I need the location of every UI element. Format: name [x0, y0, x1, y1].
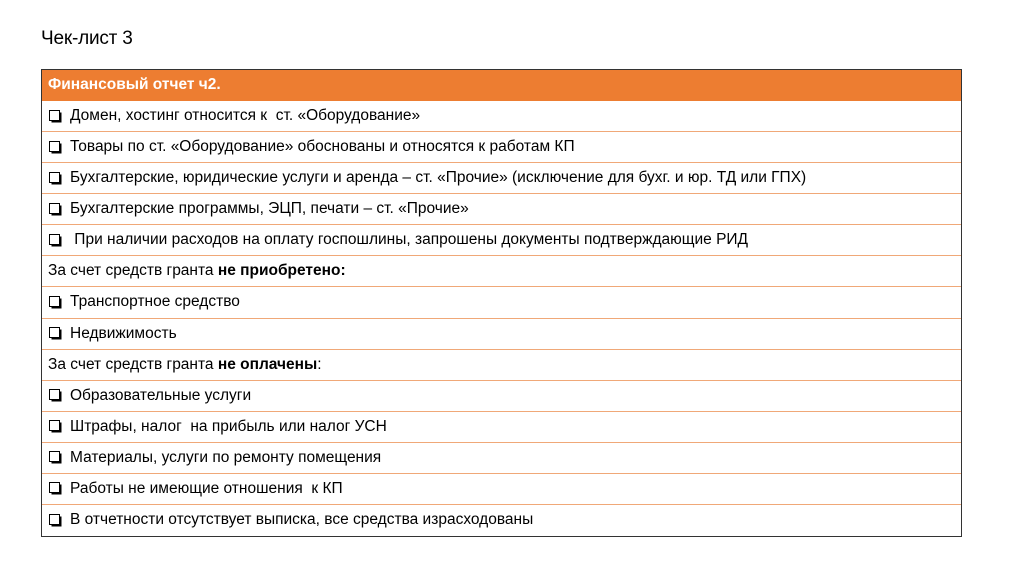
checklist-item-label: Недвижимость — [70, 324, 177, 342]
checklist-item-label: Бухгалтерские, юридические услуги и аренда – ст. «Прочие» (исключение для бухг. и юр. ТД или ГПХ) — [70, 169, 807, 187]
checkbox-icon — [49, 203, 60, 214]
section-heading-suffix: : — [317, 355, 322, 373]
section-heading-not-paid — [42, 350, 961, 381]
table-header — [42, 70, 961, 101]
checklist-item — [42, 163, 961, 194]
checklist-item-label: Товары по ст. «Оборудование» обоснованы и относятся к работам КП — [70, 138, 575, 156]
checklist-item — [42, 287, 961, 318]
checklist-item-label: Штрафы, налог на прибыль или налог УСН — [70, 417, 387, 435]
checklist-item-label: Материалы, услуги по ремонту помещения — [70, 448, 382, 466]
checkbox-icon — [49, 482, 60, 493]
checkbox-icon — [49, 327, 60, 338]
checkbox-icon — [49, 141, 60, 152]
table-header-label: Финансовый отчет ч2. — [48, 76, 221, 94]
checklist-item — [42, 225, 961, 256]
checklist-item — [42, 412, 961, 443]
checklist-item — [42, 443, 961, 474]
checklist-item — [42, 474, 961, 505]
checkbox-icon — [49, 110, 60, 121]
checklist-item-label: Бухгалтерские программы, ЭЦП, печати – ст. «Прочие» — [70, 200, 469, 218]
checklist-item-label: Домен, хостинг относится к ст. «Оборудование» — [70, 107, 421, 125]
checkbox-icon — [49, 451, 60, 462]
checkbox-icon — [49, 389, 60, 400]
checkbox-icon — [49, 420, 60, 431]
checkbox-icon — [49, 172, 60, 183]
checklist-item — [42, 101, 961, 132]
slide-title: Чек-лист 3 — [41, 28, 133, 49]
checklist-item-label: Работы не имеющие отношения к КП — [70, 479, 343, 497]
section-heading-prefix: За счет средств гранта — [48, 355, 218, 373]
checklist-item — [42, 505, 961, 536]
checklist-item-label: В отчетности отсутствует выписка, все средства израсходованы — [70, 511, 534, 529]
checkbox-icon — [49, 296, 60, 307]
checklist-item-label: Транспортное средство — [70, 293, 240, 311]
checklist-item-label: При наличии расходов на оплату госпошлины, запрошены документы подтверждающие РИД — [70, 231, 749, 249]
checkbox-icon — [49, 234, 60, 245]
checklist-item — [42, 132, 961, 163]
section-heading-emphasis: не оплачены — [217, 355, 318, 373]
checkbox-icon — [49, 514, 60, 525]
checklist-item — [42, 381, 961, 412]
checklist-item — [42, 319, 961, 350]
section-heading-emphasis: не приобретено: — [217, 262, 346, 280]
checklist-item — [42, 194, 961, 225]
section-heading-prefix: За счет средств гранта — [48, 262, 218, 280]
checklist-item-label: Образовательные услуги — [70, 386, 252, 404]
section-heading-not-acquired — [42, 256, 961, 287]
checklist-table — [41, 69, 962, 537]
